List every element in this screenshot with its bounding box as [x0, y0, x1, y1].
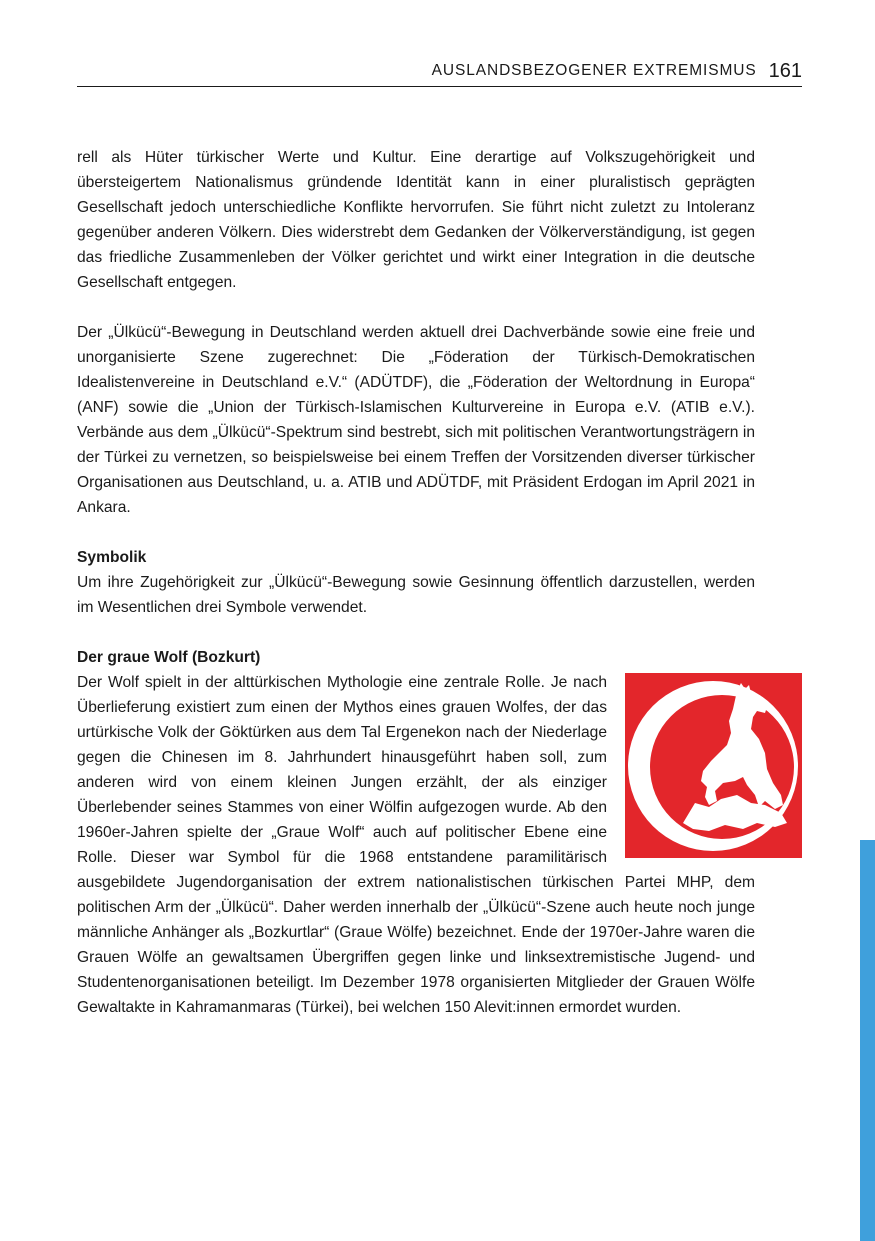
header-title: AUSLANDSBEZOGENER EXTREMISMUS: [431, 62, 757, 79]
heading-grey-wolf: Der graue Wolf (Bozkurt): [77, 649, 261, 666]
paragraph-1: rell als Hüter türkischer Werte und Kultur. Eine derartige auf Volkszugehörigkeit und übersteigertem Nationalismus gründende Identität kann in einer pluralistisch geprägten Gesellschaft jedoch unterschiedliche Konflikte hervorrufen. Sie führt nicht zuletzt zu Intoleranz gegenüber anderen Völkern. Dies widerstrebt dem Gedanken der Völkerverständigung, ist gegen das friedliche Zusammenleben der Völker gerichtet und wirkt einer Integration in die deutsche Gesellschaft entgegen.: [77, 149, 755, 291]
paragraph-spacer: [77, 295, 755, 320]
chapter-tab-marker: [860, 840, 875, 1241]
crescent-wolf-icon: [625, 673, 802, 858]
running-header: [77, 56, 802, 87]
heading-symbolik: Symbolik: [77, 549, 147, 566]
grey-wolf-symbol: [625, 673, 802, 858]
paragraph-spacer: [77, 520, 755, 545]
paragraph-spacer: [77, 620, 755, 645]
paragraph-symbolik: Um ihre Zugehörigkeit zur „Ülkücü“-Bewegung sowie Gesinnung öffentlich darzustellen, werden im Wesentlichen drei Symbole verwendet.: [77, 574, 755, 616]
paragraph-grey-wolf: Der Wolf spielt in der alttürkischen Mythologie eine zentrale Rolle. Je nach Überlieferung existiert zum einen der Mythos eines grauen Wolfes, der das urtürkische Volk der Göktürken aus dem Tal Ergenekon nach der Niederlage gegen die Chinesen im 8. Jahrhundert hinausgeführt haben soll, zum anderen wird von einem kleinen Jungen erzählt, der als einziger Überlebender seines Stammes von einer Wölfin aufgezogen wurde. Ab den 1960er-Jahren spielte der „Graue Wolf“ auch auf politischer Ebene eine Rolle. Dieser war Symbol für die 1968 entstandene paramilitärisch ausgebildete Jugendorganisation der extrem nationalistischen türkischen Partei MHP, dem politischen Arm der „Ülkücü“. Daher werden innerhalb der „Ülkücü“-Szene auch heute noch junge männliche Anhänger als „Bozkurtlar“ (Graue Wölfe) bezeichnet. Ende der 1970er-Jahre waren die Grauen Wölfe an gewaltsamen Übergriffen gegen linke und linksextremistische Jugend- und Studentenorganisationen beteiligt. Im Dezember 1978 organisierten Mitglieder der Grauen Wölfe Gewaltakte in Kahramanmaras (Türkei), bei welchen 150 Alevit:innen ermordet wurden.: [77, 674, 755, 1016]
page-number: 161: [768, 59, 802, 82]
body-text: [77, 145, 755, 1020]
paragraph-2: Der „Ülkücü“-Bewegung in Deutschland werden aktuell drei Dachverbände sowie eine freie und unorganisierte Szene zugerechnet: Die „Föderation der Türkisch-Demokratischen Idealistenvereine in Deutschland e.V.“ (ADÜTDF), die „Föderation der Weltordnung in Europa“ (ANF) sowie die „Union der Türkisch-Islamischen Kulturvereine in Europa e.V. (ATIB e.V.). Verbände aus dem „Ülkücü“-Spektrum sind bestrebt, sich mit politischen Verantwortungsträgern in der Türkei zu vernetzen, so beispielsweise bei einem Treffen der Vorsitzenden diverser türkischer Organisationen aus Deutschland, u. a. ATIB und ADÜTDF, mit Präsident Erdogan im April 2021 in Ankara.: [77, 324, 755, 516]
